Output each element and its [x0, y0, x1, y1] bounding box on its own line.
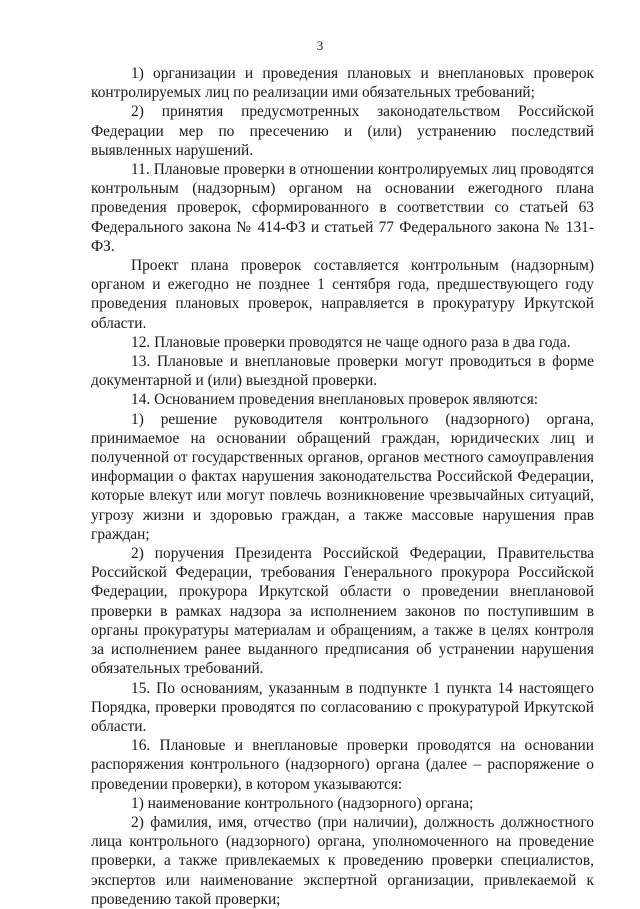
- paragraph-13: 13. Плановые и внеплановые проверки могут проводиться в форме документарной и (или) выездной проверки.: [91, 353, 594, 390]
- paragraph-14: 14. Основанием проведения внеплановых проверок являются:: [131, 391, 539, 409]
- paragraph-14-1: 1) решение руководителя контрольного (надзорного) органа, принимаемое на основании обращений граждан, юридических лиц и полученной от государственных органов, органов местного самоуправления информации о фактах нарушения законодательства Российской Федерации, которые влекут или могут повлечь возникновение чрезвычайных ситуаций, угрозу жизни и здоровью граждан, а также массовые нарушения прав граждан;: [91, 410, 594, 543]
- document-body: [91, 64, 594, 909]
- paragraph-12: 12. Плановые проверки проводятся не чаще одного раза в два года.: [131, 333, 571, 351]
- paragraph-1-2: 2) принятия предусмотренных законодательством Российской Федерации мер по пресечению и (или) устранению последствий выявленных нарушений.: [91, 103, 594, 159]
- paragraph-16: 16. Плановые и внеплановые проверки проводятся на основании распоряжения контрольного (надзорного) органа (далее – распоряжение о проведении проверки), в котором указываются:: [91, 737, 594, 793]
- paragraph-1-1: 1) организации и проведения плановых и внеплановых проверок контролируемых лиц по реализации ими обязательных требований;: [91, 65, 594, 102]
- paragraph-15: 15. По основаниям, указанным в подпункте 1 пункта 14 настоящего Порядка, проверки проводятся по согласованию с прокуратурой Иркутской области.: [91, 679, 594, 735]
- page-number: 3: [316, 38, 324, 53]
- paragraph-16-1: 1) наименование контрольного (надзорного) органа;: [131, 794, 474, 812]
- paragraph-11-plan-project: Проект плана проверок составляется контрольным (надзорным) органом и ежегодно не позднее 1 сентября года, предшествующего году проведения плановых проверок, направляется в прокуратуру Иркутской области.: [91, 257, 594, 332]
- paragraph-14-2: 2) поручения Президента Российской Федерации, Правительства Российской Федерации, требования Генерального прокурора Российской Федерации, прокурора Иркутской области о проведении внеплановой проверки в рамках надзора за исполнением законов по поступившим в органы прокуратуры материалам и обращениям, а также в целях контроля за исполнением ранее выданного предписания об устранении нарушения обязательных требований.: [91, 545, 594, 678]
- paragraph-11: 11. Плановые проверки в отношении контролируемых лиц проводятся контрольным (надзорным) органом на основании ежегодного плана проведения проверок, сформированного в соответствии со статьей 63 Федерального закона № 414-ФЗ и статьей 77 Федерального закона № 131-ФЗ.: [91, 161, 594, 255]
- paragraph-16-2: 2) фамилия, имя, отчество (при наличии), должность должностного лица контрольного (надзорного) органа, уполномоченного на проведение проверки, а также привлекаемых к проведению проверки специалистов, экспертов или наименование экспертной организации, привлекаемой к проведению такой проверки;: [91, 813, 594, 908]
